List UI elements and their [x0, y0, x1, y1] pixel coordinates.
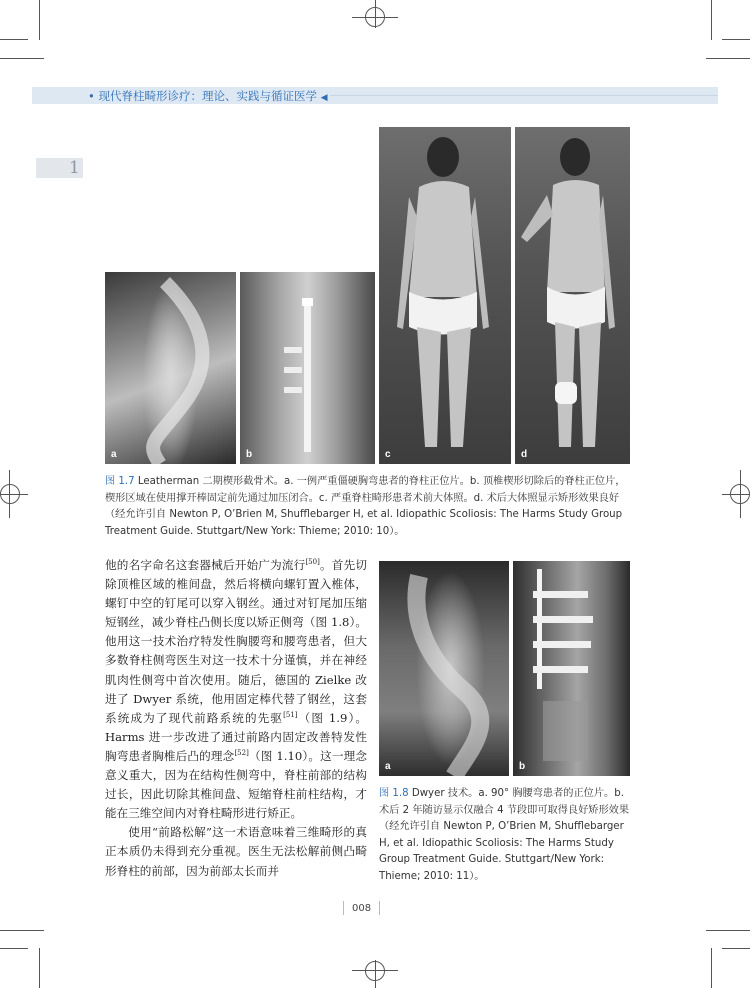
caption-text: Leatherman 二期楔形截骨术。a. 一例严重僵硬胸弯患者的脊柱正位片。b. 顶椎楔形切除后的脊柱正位片，楔形区域在使用撑开棒固定前先通过加压闭合。c. 严重脊柱畸形患者术前大体照。d. 术后大体照显示矫形效果良好（经允许引自 Newton P, O’Brien M, Shufflebarger H, et al. Idiopathic Scoliosis: The Harms Study Group Treatment Guide. Stuttgart/New York: Thieme; 2010: 10）。 [105, 476, 626, 537]
chapter-tab [36, 158, 83, 178]
patient-back-icon [515, 127, 630, 464]
text-run: 他的名字命名这套器械后开始广为流行 [105, 558, 306, 572]
spine-curve-icon [105, 272, 236, 464]
crop-mark [706, 930, 750, 931]
panel-label: c [385, 449, 391, 460]
registration-circle [730, 484, 750, 504]
crop-mark [39, 948, 40, 988]
figure-number: 图 1.7 [105, 476, 135, 487]
crop-mark [39, 0, 40, 40]
figure-1-8-a-xray [379, 561, 509, 776]
registration-circle [365, 961, 385, 981]
header-rule [330, 95, 718, 96]
panel-label: a [111, 449, 117, 460]
panel-label: b [519, 761, 526, 772]
crop-mark [0, 930, 44, 931]
book-title: 现代脊柱畸形诊疗：理论、实践与循证医学 [98, 89, 317, 103]
citation-50: [50] [305, 558, 320, 567]
body-text [105, 556, 367, 881]
crop-mark [0, 948, 28, 949]
figure-1-7-d-photo [515, 127, 630, 464]
paragraph: 使用“前路松解”这一术语意味着三维畸形的真正本质仍未得到充分重视。医生无法松解前侧凸畸形脊柱的前部，因为前部太长而并 [105, 825, 367, 878]
header-arrow-icon: ◀ [320, 93, 328, 103]
figure-1-7-b-xray [240, 272, 375, 464]
text-run: 。首先切除顶椎区域的椎间盘，然后将横向螺钉置入椎体，螺钉中空的钉尾可以穿入钢丝。通过对钉尾加压缩短钢丝，减少脊柱凸侧长度以矫正侧弯（图 1.8）。他用这一技术治疗特发性胸腰弯和腰弯患者，但大多数脊柱侧弯医生对这一技术十分谨慎，并在神经肌肉性侧弯中首次使用。随后，德国的 Zielke 改进了 Dwyer 系统，他用固定棒代替了钢丝，这套系统成为了现代前路系统的先驱 [105, 558, 367, 725]
crop-mark [706, 58, 750, 59]
citation-52: [52] [234, 749, 249, 758]
chapter-number: 1 [69, 158, 80, 178]
patient-back-icon [379, 127, 511, 464]
figure-1-8-caption [379, 786, 630, 885]
crop-mark [711, 0, 712, 40]
crop-mark [0, 39, 28, 40]
figure-1-7-c-photo [379, 127, 511, 464]
figure-1-7-a-xray [105, 272, 236, 464]
page-number: 008 [352, 903, 372, 914]
header-marker: • [88, 89, 95, 103]
text-run: （图 1.9）。Harms 进一步改进了通过前路内固定改善特发性胸弯患者胸椎后凸的理念 [105, 710, 367, 763]
registration-circle [365, 7, 385, 27]
panel-label: a [385, 761, 391, 772]
registration-circle [0, 484, 20, 504]
running-header [88, 88, 328, 104]
crop-mark [0, 58, 44, 59]
caption-text: Dwyer 技术。a. 90° 胸腰弯患者的正位片。b. 术后 2 年随访显示仅融合 4 节段即可取得良好矫形效果（经允许引自 Newton P, O’Brien M, Shufflebarger H, et al. Idiopathic Scoliosis: The Harms Study Group Treatment Guide. Stuttgart/New York: Thieme; 2010: 11）。 [379, 788, 630, 882]
crop-mark [722, 39, 750, 40]
figure-1-7-caption [105, 474, 630, 540]
figure-number: 图 1.8 [379, 788, 409, 799]
screw-implant-icon [513, 561, 630, 776]
crop-mark [722, 948, 750, 949]
figure-1-8-b-xray [513, 561, 630, 776]
text-run: （图 1.10）。这一理念意义重大，因为在结构性侧弯中，脊柱前部的结构过长，因此切除其椎间盘、短缩脊柱前柱结构，才能在三维空间内对脊柱畸形进行矫正。 [105, 748, 367, 821]
rod-implant-icon [240, 272, 375, 464]
paragraph [105, 556, 367, 823]
panel-label: b [246, 449, 253, 460]
citation-51: [51] [283, 710, 298, 719]
spine-curve-icon [379, 561, 509, 776]
panel-label: d [521, 449, 528, 460]
crop-mark [711, 948, 712, 988]
